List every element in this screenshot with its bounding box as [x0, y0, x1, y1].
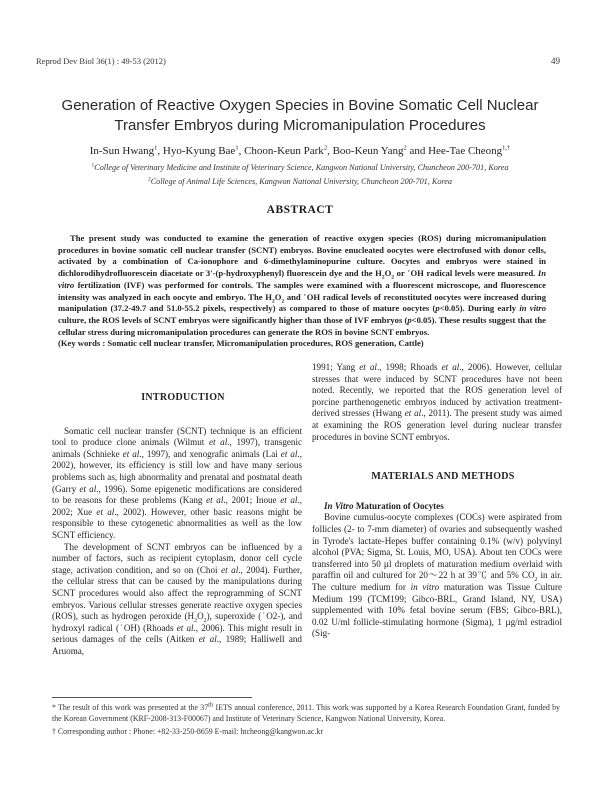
- body-text: ., 2002), however, its efficiency is still low and have many serious problems such as, high abnormality and prenatal and postnatal death (Garry: [52, 448, 302, 494]
- affiliation-2: [40, 177, 560, 186]
- keywords: (Key words : Somatic cell nuclear transfer, Micromanipulation procedures, ROS generation, Cattle): [58, 338, 424, 349]
- affiliation-text: College of Animal Life Sciences, Kangwon National University, Chuncheon 200-701, Korea: [150, 177, 453, 186]
- intro-paragraph-2: [52, 542, 302, 658]
- italic-text: et al: [208, 437, 228, 448]
- italic-text: et al: [122, 448, 140, 459]
- body-text: ., 1997), transgenic animals (Schnieke: [52, 437, 303, 459]
- paper-title: [40, 96, 560, 136]
- footnote-text: * The result of this work was presented at the 37: [52, 703, 209, 712]
- subsection-heading: [312, 501, 562, 513]
- italic-text: et al: [359, 362, 377, 372]
- body-text: ., 2004). Further, the cellular stress that can be caused by the manipulations during SCNT procedures would also affect the reprogramming of SCNT embryos. Various cellular stresses generate reactive oxygen species (ROS), such as hydrogen peroxide (H: [52, 564, 302, 622]
- abstract-italic: p: [435, 303, 440, 314]
- abstract-text: culture, the ROS levels of SCNT embryos were significantly higher than those of IVF embryos (: [58, 314, 408, 325]
- italic-text: et al: [79, 483, 97, 494]
- italic-text: et al: [404, 408, 422, 419]
- journal-citation: Reprod Dev Biol 36(1) : 49-53 (2012): [36, 56, 166, 66]
- body-text: ., 1989; Halliwell and Aruoma,: [52, 634, 302, 656]
- body-text: Maturation of Oocytes: [353, 500, 444, 511]
- subscript: 2: [534, 577, 538, 584]
- body-text: Somatic cell nuclear transfer (SCNT) technique is an efficient tool to produce clone animals (Wilmut: [52, 425, 302, 448]
- italic-text: et al: [198, 634, 217, 645]
- subscript: 2: [194, 617, 198, 624]
- subscript: 2: [203, 617, 207, 624]
- title-line-2: Transfer Embryos during Micromanipulation Procedures: [114, 117, 486, 134]
- italic-text: et al: [441, 362, 460, 372]
- footnote-rule: [52, 697, 252, 698]
- title-line-1: Generation of Reactive Oxygen Species in Bovine Somatic Cell Nuclear: [61, 97, 539, 114]
- body-text: ., 1998; Rhoads: [376, 362, 442, 372]
- funding-footnote: [52, 702, 560, 724]
- body-text: ., 2002). However, other basic reasons might be responsible to these cytogenetic abnormalities as well as the low SCNT efficiency.: [52, 506, 302, 540]
- body-text: 1991; Yang: [312, 362, 360, 372]
- abstract-italic: p: [407, 314, 412, 325]
- abstract-text: and ˙OH radical levels of reconstituted oocytes were increased during manipulation (37.2-49.7 and 51.0-55.2 pixels, respectively) as compared to those of mature oocytes (: [58, 291, 546, 314]
- body-text: ., 2011). The present study was aimed at examining the ROS generation level during nuclear transfer procedures in bovine SCNT embryos.: [312, 408, 562, 442]
- author-mark: 2: [323, 144, 328, 152]
- abstract-text: <0.05). During early: [439, 303, 520, 314]
- author-separator: and: [406, 145, 429, 157]
- affiliation-mark: 1: [91, 162, 95, 169]
- italic-text: et al: [221, 564, 239, 575]
- body-text: ., 2006). However, cellular stresses that were induced by SCNT procedures have not been noted. Recently, we reported that the ROS generation level of porcine parthenogenetic embryos induced by activation treatment-derived stresses (Hwang: [312, 362, 562, 419]
- footnote-text: IETS annual conference, 2011. This work was supported by a Korea Research Foundation Grant, funded by the Korean Government (KRF-2008-313-F00067) and Institute of Veterinary Science, Kangwon National University, Korea.: [52, 703, 560, 723]
- author-separator: ,: [157, 145, 163, 157]
- body-text: ., 1996). Some epigenetic modifications are considered to be reasons for these problems (Kang: [52, 483, 302, 506]
- body-text: ., 2001; Inoue: [223, 495, 281, 506]
- left-column: [52, 392, 302, 657]
- abstract-heading: ABSTRACT: [266, 204, 334, 216]
- author-separator: ,: [238, 145, 245, 157]
- italic-text: et al: [96, 506, 115, 517]
- abstract-text: O: [384, 268, 392, 279]
- author-name: In-Sun Hwang: [89, 145, 155, 157]
- intro-continued: [312, 362, 562, 443]
- body-text: ., 2002; Xue: [52, 495, 303, 517]
- intro-paragraph-1: [52, 426, 302, 542]
- subscript: 2: [381, 274, 385, 281]
- abstract-italic: In vitro: [58, 268, 546, 290]
- italic-text: et al: [280, 495, 298, 506]
- abstract-paragraph: [58, 233, 546, 338]
- author-name: Boo-Keun Yang: [332, 145, 404, 157]
- abstract-text: O: [274, 291, 282, 302]
- author-name: Hyo-Kyung Bae: [162, 145, 236, 157]
- body-text: ., 1997), and xenografic animals (Lai: [139, 448, 281, 459]
- italic-text: in vitro: [410, 581, 440, 592]
- italic-text: et al: [206, 495, 224, 506]
- body-text: The development of SCNT embryos can be influenced by a number of factors, such as recipient cytoplasm, donor cell cycle stage, activation condition, and so on (Choi: [52, 541, 302, 575]
- methods-paragraph-1: [312, 512, 562, 640]
- abstract-italic: in vitro: [519, 303, 547, 314]
- affiliation-mark: 2: [147, 176, 151, 183]
- affiliation-1: [40, 163, 560, 172]
- subscript: 2: [281, 298, 285, 305]
- corresponding-author-footnote: † Corresponding author : Phone: +82-33-250-8659 E-mail: htcheong@kangwon.ac.kr: [52, 727, 323, 736]
- author-list: [40, 145, 560, 157]
- body-text: Bovine cumulus-oocyte complexes (COCs) were aspirated from follicles (2- to 7-mm diameter) of ovaries and subsequently washed in Tyrode's lactate-Hepes buffer containing 0.1% (w/v) polyvinyl alcohol (PVA; Sigma, St. Louis, MO, USA). About ten COCs were transferred into 50 µl droplets of maturation medium overlaid with paraffin oil and cultured for 20～22 h at 39℃ and 5% CO: [312, 512, 562, 581]
- abstract-text: The present study was conducted to examine the generation of reactive oxygen species (ROS) during micromanipulation procedures in bovine somatic cell nuclear transfer (SCNT) embryos. Bovine enucleated oocytes were electrofused with donor cells, activated by a combination of Ca-ionophore and 6-dimethylaminopurine culture. Oocytes and embryos were stained in dichlorodihydrofluorescein diacetate or 3'-(p-hydroxyphenyl) fluorescein dye and the H: [58, 233, 546, 279]
- body-text: ., 2006). This might result in serious damages of the cells (Aitken: [52, 622, 302, 645]
- abstract-body: [58, 233, 546, 350]
- right-column: [312, 362, 562, 640]
- italic-text: et al: [280, 448, 298, 459]
- author-mark: 1,†: [502, 144, 511, 152]
- abstract-text: or ˙OH radical levels were measured.: [394, 268, 538, 279]
- page-number: 49: [551, 56, 560, 66]
- body-text: O: [197, 611, 204, 622]
- author-mark: 2: [403, 144, 407, 152]
- author-name: Hee-Tae Cheong: [428, 145, 503, 157]
- subscript: 2: [271, 298, 275, 305]
- affiliation-text: College of Veterinary Medicine and Institute of Veterinary Science, Kangwon National University, Chuncheon 200-701, Korea: [94, 163, 509, 172]
- body-text: in air. The culture medium for: [312, 570, 562, 592]
- italic-text: et al: [176, 622, 194, 633]
- italic-text: In Vitro: [324, 500, 354, 511]
- methods-heading: MATERIALS AND METHODS: [371, 471, 515, 483]
- introduction-heading: INTRODUCTION: [141, 392, 225, 403]
- author-mark: 1: [154, 144, 158, 152]
- body-text: maturation was Tissue Culture Medium 199 (TCM199; Gibco-BRL, Grand Island, NY, USA) supplemented with 10% fetal bovine serum (FBS; Gibco-BRL), 0.02 U/ml follicle-stimulating hormone (Sigma), 1 µg/ml estradiol (Sig-: [312, 581, 563, 639]
- subscript: 2: [391, 274, 395, 281]
- superscript: th: [208, 701, 214, 709]
- author-mark: 1: [235, 144, 239, 152]
- abstract-text: fertilization (IVF) was performed for controls. The samples were examined with a fluorescent microscope, and fluorescence intensity was analyzed in each oocyte and embryo. The H: [58, 279, 546, 302]
- body-text: ), superoxide (˙O2-), and hydroxyl radical (˙OH) (Rhoads: [52, 611, 302, 633]
- author-separator: ,: [327, 145, 333, 157]
- author-name: Choon-Keun Park: [244, 145, 324, 157]
- abstract-text: <0.05). These results suggest that the cellular stress during micromanipulation procedures can generate the ROS in bovine SCNT embryos.: [58, 314, 546, 337]
